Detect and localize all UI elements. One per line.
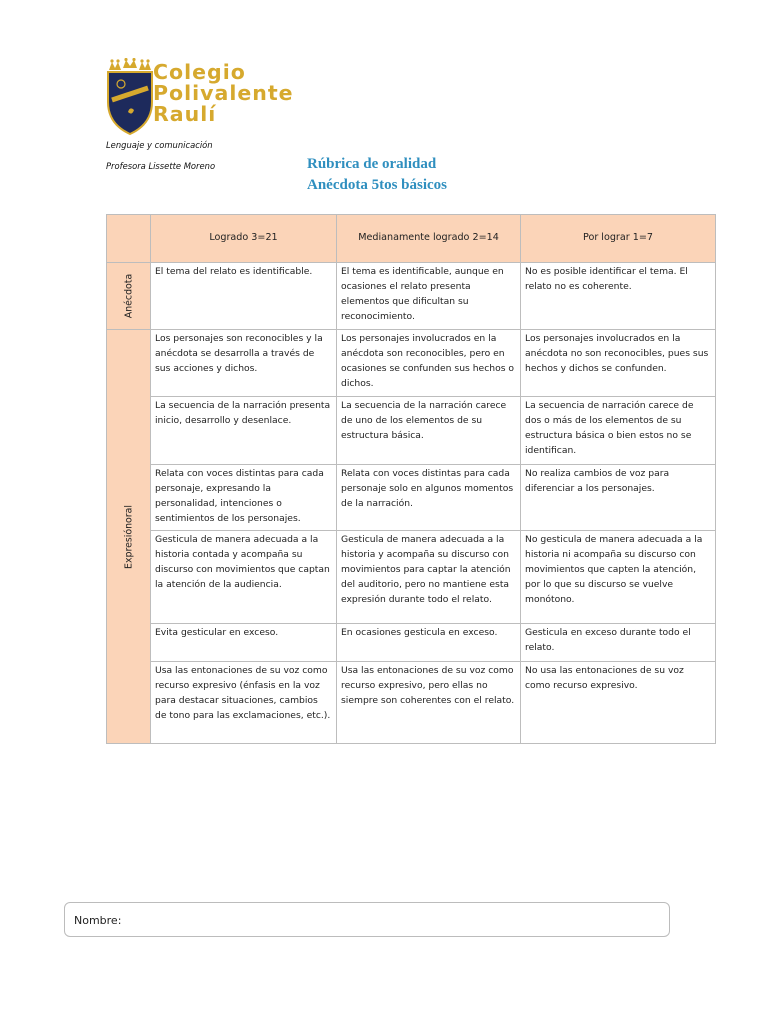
table-row	[107, 624, 716, 662]
name-field[interactable]	[64, 902, 670, 937]
table-cell: Los personajes son reconocibles y la anécdota se desarrolla a través de sus acciones y dichos.	[151, 330, 337, 397]
section-label-cell	[107, 263, 151, 330]
page-subtitle: Anécdota 5tos básicos	[307, 177, 448, 193]
table-row	[107, 330, 716, 397]
school-crest-icon	[106, 58, 154, 136]
table-cell: Gesticula en exceso durante todo el relato.	[521, 624, 716, 662]
table-cell: Evita gesticular en exceso.	[151, 624, 337, 662]
page-title: Rúbrica de oralidad	[307, 156, 437, 172]
school-name-line: Polivalente	[153, 81, 294, 105]
table-cell: Los personajes involucrados en la anécdota son reconocibles, pero en ocasiones se confunden sus hechos o dichos.	[337, 330, 521, 397]
table-cell: No usa las entonaciones de su voz como recurso expresivo.	[521, 662, 716, 744]
table-cell: Relata con voces distintas para cada personaje solo en algunos momentos de la narración.	[337, 465, 521, 531]
school-name-line: Colegio	[153, 60, 246, 84]
table-cell: No gesticula de manera adecuada a la historia ni acompaña su discurso con movimientos que capten la atención, por lo que su discurso se vuelve monótono.	[521, 531, 716, 624]
table-cell: La secuencia de la narración carece de uno de los elementos de su estructura básica.	[337, 397, 521, 465]
header-corner-cell	[107, 215, 151, 263]
column-header: Logrado 3=21	[151, 215, 337, 263]
column-header: Medianamente logrado 2=14	[337, 215, 521, 263]
table-cell: Gesticula de manera adecuada a la historia contada y acompaña su discurso con movimientos que captan la atención de la audiencia.	[151, 531, 337, 624]
table-cell: La secuencia de narración carece de dos o más de los elementos de su estructura básica o bien estos no se identifican.	[521, 397, 716, 465]
table-row	[107, 465, 716, 531]
section-label: Expresiónoral	[123, 504, 134, 569]
table-row	[107, 397, 716, 465]
table-header-row	[107, 215, 716, 263]
column-header: Por lograr 1=7	[521, 215, 716, 263]
table-cell: La secuencia de la narración presenta inicio, desarrollo y desenlace.	[151, 397, 337, 465]
table-cell: No es posible identificar el tema. El relato no es coherente.	[521, 263, 716, 330]
subject-label: Lenguaje y comunicación	[106, 140, 213, 150]
table-cell: Usa las entonaciones de su voz como recurso expresivo, pero ellas no siempre son coherentes con el relato.	[337, 662, 521, 744]
section-label: Anécdota	[123, 273, 134, 319]
table-cell: El tema es identificable, aunque en ocasiones el relato presenta elementos que dificultan su reconocimiento.	[337, 263, 521, 330]
rubric-table	[106, 214, 716, 744]
section-label-cell	[107, 330, 151, 744]
table-row	[107, 263, 716, 330]
table-cell: El tema del relato es identificable.	[151, 263, 337, 330]
table-cell: En ocasiones gesticula en exceso.	[337, 624, 521, 662]
table-cell: Gesticula de manera adecuada a la historia y acompaña su discurso con movimientos para captar la atención del auditorio, pero no mantiene esta expresión durante todo el relato.	[337, 531, 521, 624]
school-name-line: Raulí	[153, 102, 217, 126]
table-row	[107, 531, 716, 624]
school-name	[153, 62, 294, 125]
teacher-label: Profesora Lissette Moreno	[106, 161, 216, 171]
table-cell: Los personajes involucrados en la anécdota no son reconocibles, pues sus hechos y dichos se confunden.	[521, 330, 716, 397]
table-row	[107, 662, 716, 744]
table-cell: Usa las entonaciones de su voz como recurso expresivo (énfasis en la voz para destacar situaciones, cambios de tono para las exclamaciones, etc.).	[151, 662, 337, 744]
table-cell: No realiza cambios de voz para diferenciar a los personajes.	[521, 465, 716, 531]
table-cell: Relata con voces distintas para cada personaje, expresando la personalidad, intenciones o sentimientos de los personajes.	[151, 465, 337, 531]
name-field-label: Nombre:	[74, 914, 122, 927]
